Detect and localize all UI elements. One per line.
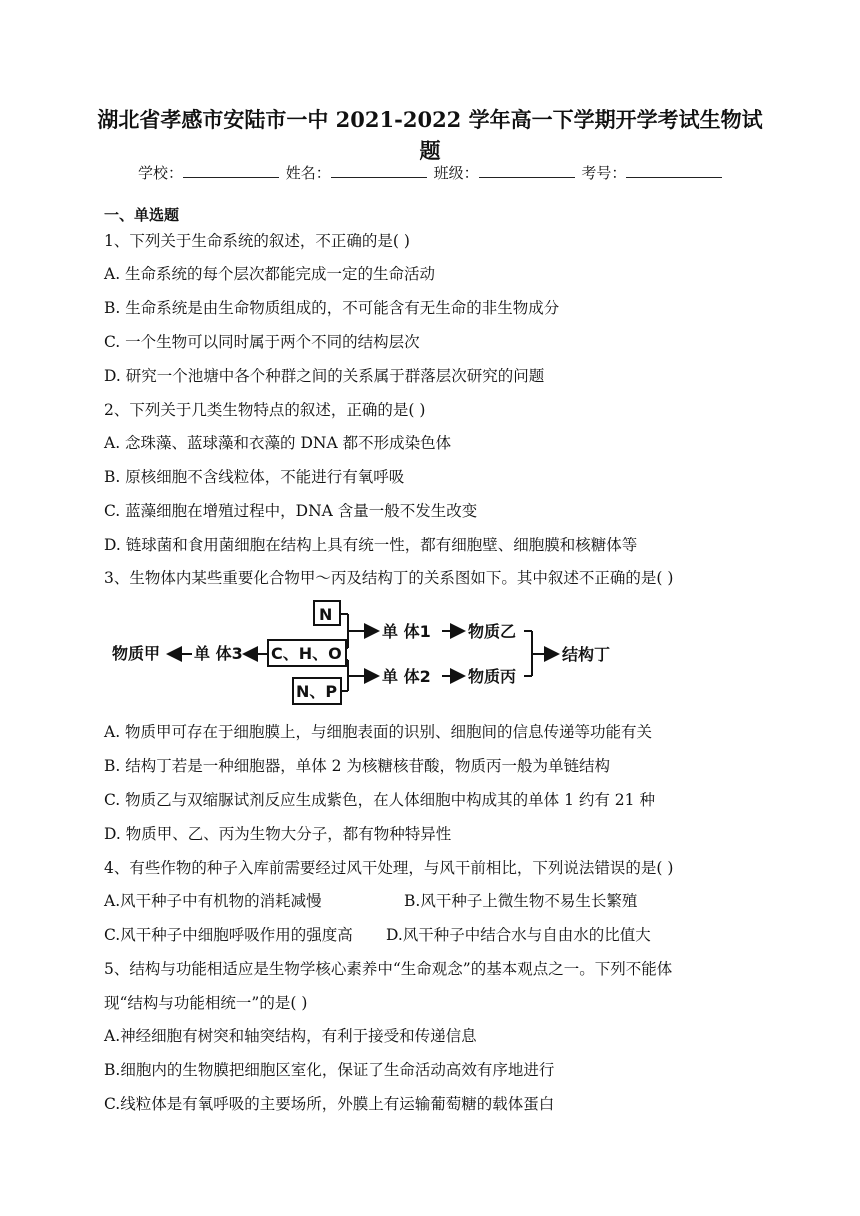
monomer-2: 单 体2	[382, 667, 431, 686]
q1-option-d: D. 研究一个池塘中各个种群之间的关系属于群落层次研究的问题	[104, 367, 545, 385]
q5-option-a: A.神经细胞有树突和轴突结构，有利于接受和传递信息	[104, 1027, 477, 1045]
name-blank[interactable]	[331, 163, 427, 178]
q4-stem: 4、有些作物的种子入库前需要经过风干处理，与风干前相比，下列说法错误的是( )	[104, 859, 674, 877]
q1-stem: 1、下列关于生命系统的叙述，不正确的是( )	[104, 232, 410, 250]
number-label: 考号：	[581, 164, 627, 182]
substance-jia: 物质甲	[112, 644, 161, 663]
q2-option-c: C. 蓝藻细胞在增殖过程中，DNA 含量一般不发生改变	[104, 502, 478, 520]
q3-option-d: D. 物质甲、乙、丙为生物大分子，都有物种特异性	[104, 825, 452, 843]
q1-option-c: C. 一个生物可以同时属于两个不同的结构层次	[104, 333, 420, 351]
class-blank[interactable]	[479, 163, 575, 178]
q3-stem: 3、生物体内某些重要化合物甲～丙及结构丁的关系图如下。其中叙述不正确的是( )	[104, 569, 674, 587]
q1-option-a: A. 生命系统的每个层次都能完成一定的生命活动	[104, 265, 436, 283]
school-blank[interactable]	[183, 163, 279, 178]
substance-bing: 物质丙	[468, 667, 517, 686]
q4-option-d: D.风干种子中结合水与自由水的比值大	[386, 926, 651, 944]
q2-option-d: D. 链球菌和食用菌细胞在结构上具有统一性，都有细胞壁、细胞膜和核糖体等	[104, 536, 638, 554]
element-cho: C、H、O	[271, 644, 342, 663]
q2-option-a: A. 念珠藻、蓝球藻和衣藻的 DNA 都不形成染色体	[104, 434, 452, 452]
exam-title	[90, 104, 770, 166]
q4-option-a: A.风干种子中有机物的消耗减慢	[104, 892, 322, 910]
element-n: N	[319, 605, 333, 624]
q5-stem-line-1: 5、结构与功能相适应是生物学核心素养中“生命观念”的基本观点之一。下列不能体	[104, 960, 673, 978]
q1-option-b: B. 生命系统是由生命物质组成的，不可能含有无生命的非生物成分	[104, 299, 560, 317]
structure-ding: 结构丁	[562, 645, 611, 664]
q4-option-b: B.风干种子上微生物不易生长繁殖	[404, 892, 638, 910]
q3-option-b: B. 结构丁若是一种细胞器，单体 2 为核糖核苷酸，物质丙一般为单链结构	[104, 757, 610, 775]
element-np: N、P	[296, 682, 338, 701]
title-line-2: 题	[419, 138, 441, 163]
class-label: 班级：	[433, 164, 479, 182]
student-info-row	[138, 162, 724, 183]
monomer-1: 单 体1	[382, 622, 431, 641]
q5-option-c: C.线粒体是有氧呼吸的主要场所，外膜上有运输葡萄糖的载体蛋白	[104, 1095, 555, 1113]
q2-stem: 2、下列关于几类生物特点的叙述，正确的是( )	[104, 401, 426, 419]
school-label: 学校：	[138, 164, 184, 182]
q3-option-a: A. 物质甲可存在于细胞膜上，与细胞表面的识别、细胞间的信息传递等功能有关	[104, 723, 653, 741]
name-label: 姓名：	[285, 164, 331, 182]
section-heading: 一、单选题	[104, 206, 180, 224]
q4-option-c: C.风干种子中细胞呼吸作用的强度高	[104, 926, 353, 944]
title-line-1: 湖北省孝感市安陆市一中 2021-2022 学年高一下学期开学考试生物试	[97, 107, 763, 132]
q3-option-c: C. 物质乙与双缩脲试剂反应生成紫色，在人体细胞中构成其的单体 1 约有 21 种	[104, 791, 655, 809]
q5-option-b: B.细胞内的生物膜把细胞区室化，保证了生命活动高效有序地进行	[104, 1061, 555, 1079]
number-blank[interactable]	[626, 163, 722, 178]
q5-stem-line-2: 现“结构与功能相统一”的是( )	[104, 994, 308, 1012]
q2-option-b: B. 原核细胞不含线粒体，不能进行有氧呼吸	[104, 468, 405, 486]
monomer-3: 单 体3	[194, 644, 243, 663]
substance-yi: 物质乙	[468, 622, 517, 641]
compound-relation-diagram	[110, 596, 670, 708]
